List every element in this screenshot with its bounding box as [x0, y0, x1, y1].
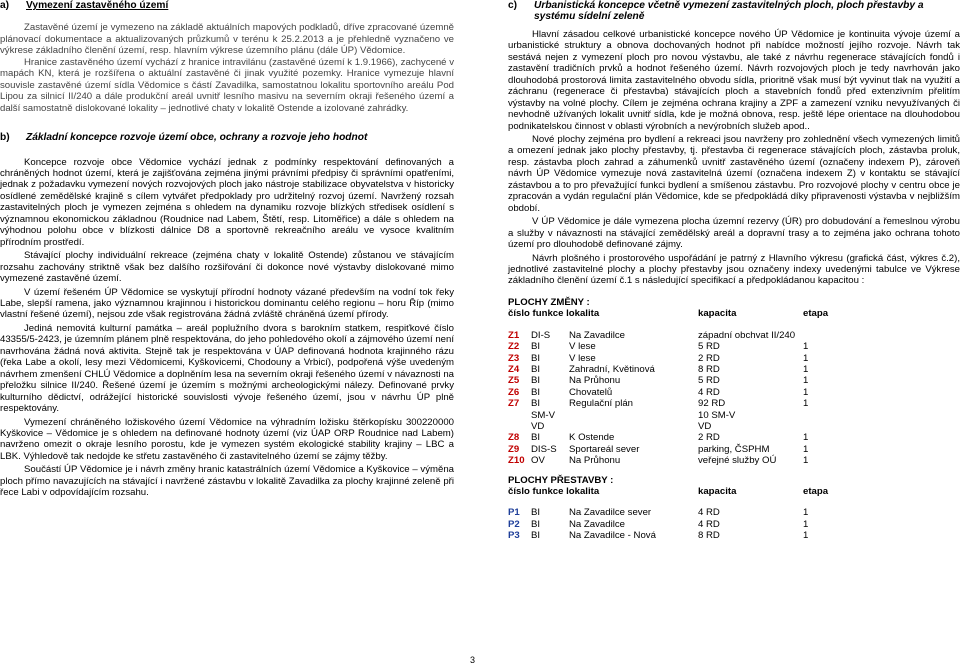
row-function: BI	[531, 398, 541, 410]
zmeny-row	[508, 387, 828, 398]
section-b-paragraph-2: Stávající plochy individuální rekreace (zejména chaty v lokalitě Ostende) zůstanou ve stávajícím rozsahu zachovány striktně však bez dalšího rozšiřování či dokonce nové výstavby dislokované mimo vymezené zastavěné území.	[0, 250, 454, 285]
row-locality: Zahradní, Květinová	[569, 363, 655, 375]
prestavby-row	[508, 519, 828, 530]
row-stage: 1	[803, 507, 809, 519]
row-code: P3	[508, 530, 520, 542]
section-b-paragraph-3: V území řešeném ÚP Vědomice se vyskytují přírodní hodnoty vázané především na vodní tok řeky Labe, slepší ramena, jako významnou krajinnou i historickou dominantu celého regionu – horu Říp (mimo vlastní řešené území), nejsou zde však registrována žádná zvláště chráněná území přírody.	[0, 286, 454, 321]
row-capacity: 2 RD	[698, 352, 720, 364]
row-code: Z8	[508, 432, 520, 444]
section-a-heading	[0, 0, 454, 11]
row-function: BI	[531, 363, 541, 375]
row-function: BI	[531, 432, 541, 444]
row-locality	[569, 410, 698, 421]
section-b-heading	[0, 132, 454, 143]
row-stage: 1	[803, 363, 809, 375]
row-code: Z6	[508, 386, 520, 398]
section-c-paragraph-1: Hlavní zásadou celkové urbanistické koncepce nového ÚP Vědomice je kontinuita vývoje území a urbanistické struktury a obnova dochovaných hodnot při nabídce možností jejího rozvoje. Návrh tak sestává nejen z vymezení ploch pro novou výstavbu, ale také z návrhu regenerace stávajících fondů i zastavění tradičních prvků a hodnot řešeného území. Návrh rozvojových ploch je tedy navrhován jako dlouhodobá prostorová limita zastavitelného obvodu sídla, prioritně však musí být vyvinut tlak na využití a záchranu (regenerace či přestavba) stávajících ploch a stavebních fondů před extenzivním přelitím výstavby na volné plochy. Cílem je zejména ochrana krajiny a ZPF a zamezení vzniku nevyužívaných či nevhodně užívaných lokalit uvnitř sídla, kde je možná obnova, resp. ještě lépe orientace na dlouhodobou podnikatelskou činnost v oblasti výrobních a nevýrobních služeb apod..	[508, 28, 960, 132]
changes-table	[508, 308, 828, 466]
row-locality: Regulační plán	[569, 398, 634, 410]
row-locality: Na Zavadilce	[569, 518, 625, 530]
row-code: Z4	[508, 363, 520, 375]
row-stage: 1	[803, 398, 809, 410]
row-stage: 1	[803, 352, 809, 364]
row-stage	[803, 421, 828, 432]
row-code: Z3	[508, 352, 520, 364]
section-b-paragraph-1: Koncepce rozvoje obce Vědomice vychází jednak z podmínky respektování definovaných a chráněných hodnot území, která je zajišťována zejména jinými právními předpisy či správními opatřeními, jednak z požadavku vymezení nových rozvojových ploch jako nástroje stabilizace obyvatelstva v historicky osídlené zemědělské krajině s cílem vytvářet předpoklady pro udržitelný rozvoj území. Navržený rozsah zastavitelných ploch je vymezen zejména s ohledem na dynamiku rozvoje blízkých středisek osídlení s významnou ekonomickou základnou (Roudnice nad Labem, Štětí, resp. Litoměřice) a dále s ohledem na výhodnou polohu obce v blízkosti dálnice D8 a sportovně rekreačního areálu ve vysoce kvalitním přírodním prostředí.	[0, 156, 454, 248]
row-function: OV	[531, 455, 545, 467]
row-code: Z1	[508, 329, 520, 341]
row-code: P1	[508, 507, 520, 519]
zmeny-row	[508, 410, 828, 421]
row-stage: 1	[803, 518, 809, 530]
zmeny-row	[508, 398, 828, 409]
left-column	[0, 0, 454, 499]
section-c-heading	[508, 0, 960, 23]
row-code: P2	[508, 518, 520, 530]
row-capacity: 2 RD	[698, 432, 720, 444]
zmeny-row	[508, 455, 828, 466]
section-b-paragraph-5: Vymezení chráněného ložiskového území Vědomice na výhradním ložisku štěrkopísku 300220000 Kyškovice – Vědomice je s ohledem na definované hodnoty území (viz ÚAP ORP Roudnice nad Labem) navrženo omezit o okraje lesního porostu, kde je vymezen systém ekologické stability krajiny – LBC a LBK. Výhledově tak nedojde ke střetu zastavěného či zastavitelného území se zájmy těžby.	[0, 416, 454, 462]
rebuild-table-body	[508, 507, 828, 541]
zmeny-row	[508, 432, 828, 443]
row-capacity: 92 RD	[698, 398, 726, 410]
row-capacity: západní obchvat II/240	[698, 329, 796, 341]
zmeny-row	[508, 364, 828, 375]
row-code: Z10	[508, 455, 525, 467]
row-code: Z5	[508, 375, 520, 387]
zmeny-row	[508, 375, 828, 386]
row-locality: K Ostende	[569, 432, 615, 444]
row-capacity: 4 RD	[698, 518, 720, 530]
changes-col-capacity: kapacita	[698, 308, 737, 320]
row-capacity: veřejné služby OÚ	[698, 455, 777, 467]
row-capacity: 4 RD	[698, 507, 720, 519]
page-number: 3	[470, 655, 476, 665]
row-stage: 1	[803, 375, 809, 387]
row-capacity: 8 RD	[698, 363, 720, 375]
row-locality: V lese	[569, 352, 596, 364]
row-code: Z9	[508, 443, 520, 455]
row-function: SM-V	[531, 409, 555, 421]
section-b-letter: b)	[0, 132, 10, 144]
row-function: VD	[531, 420, 545, 432]
row-function: BI	[531, 518, 541, 530]
section-a-letter: a)	[0, 0, 10, 11]
zmeny-row	[508, 341, 828, 352]
row-function: BI	[531, 530, 541, 542]
right-column	[508, 0, 960, 542]
zmeny-row	[508, 330, 828, 341]
row-locality: Na Zavadilce - Nová	[569, 530, 656, 542]
row-locality: Na Průhonu	[569, 455, 621, 467]
changes-col-stage: etapa	[803, 308, 829, 320]
row-stage: 1	[803, 386, 809, 398]
row-locality: Na Zavadilce sever	[569, 507, 652, 519]
rebuild-col-main: číslo funkce lokalita	[508, 486, 600, 498]
row-code: Z7	[508, 398, 520, 410]
section-a-paragraph-2: Hranice zastavěného území vychází z hranice intravilánu (zastavěné území k 1.9.1966), zachycené v mapách KN, která je rozšířena o aktuální zastavěné či jinak využité pozemky. Hranice vymezuje hlavní souvisle zastavěné území sídla Vědomice s částí Zavadilka, samostatnou lokalitu sportovního areálu Pod Lipou za silnicí II/240 a dále produkční areál uvnitř lesního masivu na severním okraji řešeného území a další samostatně dislokované lokality – jednotlivé chaty v lokalitě Ostende a izolované zahrádky.	[0, 56, 454, 114]
section-b-paragraph-6: Součástí ÚP Vědomice je i návrh změny hranic katastrálních území Vědomice a Kyškovice – výměna ploch přímo navazujících na stávající i navržené zástavbu v lokalitě Zavadilka za plochy krajinné zeleně při řece Labi v odpovídajícím rozsahu.	[0, 464, 454, 499]
row-capacity: 8 RD	[698, 530, 720, 542]
row-stage: 1	[803, 341, 809, 353]
row-capacity: 10 SM-V	[698, 409, 736, 421]
zmeny-row	[508, 421, 828, 432]
zmeny-row	[508, 444, 828, 455]
prestavby-row	[508, 507, 828, 518]
row-stage	[803, 410, 828, 421]
row-locality: Na Zavadilce	[569, 329, 625, 341]
row-stage: 1	[803, 443, 809, 455]
row-function: DIS-S	[531, 443, 557, 455]
row-stage	[803, 330, 828, 341]
rebuild-table-header	[508, 486, 828, 497]
prestavby-row	[508, 530, 828, 541]
changes-table-header	[508, 308, 828, 319]
rebuild-table	[508, 486, 828, 542]
row-function: BI	[531, 341, 541, 353]
rebuild-table-heading: PLOCHY PŘESTAVBY :	[508, 474, 614, 486]
zmeny-row	[508, 353, 828, 364]
changes-col-main: číslo funkce lokalita	[508, 308, 600, 320]
rebuild-col-stage: etapa	[803, 486, 829, 498]
row-code	[508, 421, 531, 432]
section-c-title: Urbanistická koncepce včetně vymezení zastavitelných ploch, ploch přestavby a systému sídelní zeleně	[534, 0, 924, 23]
row-code: Z2	[508, 341, 520, 353]
row-stage: 1	[803, 530, 809, 542]
section-a-paragraph-1: Zastavěné území je vymezeno na základě aktuálních mapových podkladů, dříve zpracované územně plánovací dokumentace a aktualizovaných průzkumů v terénu k 25.2.2013 a je přehledně vyznačeno ve výkrese základního členění území, resp. hlavním výkrese územního plánu (dále ÚP) Vědomice.	[0, 22, 454, 57]
row-locality: Chovatelů	[569, 386, 613, 398]
section-c-paragraph-3: V ÚP Vědomice je dále vymezena plocha územní rezervy (ÚR) pro dobudování a řemeslnou výrobu a služby v návaznosti na stávající zemědělský areál a dopravní trasy a to zejména jako ochrana tohoto území pro dlouhodobě definované zájmy.	[508, 216, 960, 251]
changes-table-heading: PLOCHY ZMĚNY :	[508, 296, 590, 308]
row-locality: Na Průhonu	[569, 375, 621, 387]
row-capacity: 4 RD	[698, 386, 720, 398]
row-locality: V lese	[569, 341, 596, 353]
row-function: DI-S	[531, 329, 551, 341]
row-stage: 1	[803, 432, 809, 444]
row-capacity: parking, ČSPHM	[698, 443, 770, 455]
row-function: BI	[531, 507, 541, 519]
changes-table-body	[508, 330, 828, 467]
row-capacity: 5 RD	[698, 341, 720, 353]
row-function: BI	[531, 375, 541, 387]
rebuild-col-capacity: kapacita	[698, 486, 737, 498]
section-a-title: Vymezení zastavěného území	[26, 0, 169, 11]
section-b-title: Základní koncepce rozvoje území obce, ochrany a rozvoje jeho hodnot	[26, 132, 368, 144]
row-stage: 1	[803, 455, 809, 467]
row-code	[508, 410, 531, 421]
section-b-paragraph-4: Jediná nemovitá kulturní památka – areál poplužního dvora s barokním statkem, respiťkové číslo 43355/5-2423, je územním plánem plně respektována, do jeho pohledového okolí a zájmového území není navrhována žádná nová aktivita. Stejně tak je respektována v ÚAP definovaná hodnota krajinného rázu (řeka Labe a okolí, lesy mezi Vědomicemi, Kyškovicemi, Chodouny a Vrbicí), podpořená výše uvedeným návrhem zmenšení CHLÚ Vědomice a doplněním lesa na severním okraji řešeného území v návaznosti na přeložku silnice II/240. Řešené území je územím s možnými archeologickými nálezy. Definované prvky kulturního dědictví, odrážející historické souvislosti vývoje řešeného území, jsou v návrhu ÚP plně respektovány.	[0, 322, 454, 415]
section-c-letter: c)	[508, 0, 518, 11]
row-capacity: VD	[698, 420, 712, 432]
row-locality: Sportareál sever	[569, 443, 640, 455]
row-function: BI	[531, 386, 541, 398]
row-function: BI	[531, 352, 541, 364]
row-capacity: 5 RD	[698, 375, 720, 387]
section-c-paragraph-2: Nové plochy zejména pro bydlení a rekreaci jsou navrženy pro zohlednění všech vymezených limitů a omezení jednak jako plochy přestavby, tj. přestavba či regenerace stávajících ploch, zástavba proluk, resp. zástavba ploch zahrad a záhumenků uvnitř zastavěného území (označeny indexem P), zároveň návrh ÚP Vědomice vymezuje nová zastavitelná území (označena indexem Z) v kontaktu se stávající zástavbou a to pro převažující funkci bydlení a smíšenou zástavbu. Pro rozvojové plochy v centru obce je zpracován a vydán regulační plán Vědomice, kde se předpokládá díky připravenosti výstavba v nejbližším období.	[508, 133, 960, 214]
section-c-paragraph-4: Návrh plošného i prostorového uspořádání je patrný z Hlavního výkresu (grafická část, výkres č.2), jednotlivé zastavitelné plochy a plochy přestavby jsou označeny indexy uvedenými tabulce ve Výkrese základního členění území č.1 s následující specifikací a předpokládanou kapacitou :	[508, 252, 960, 287]
row-locality	[569, 421, 698, 432]
